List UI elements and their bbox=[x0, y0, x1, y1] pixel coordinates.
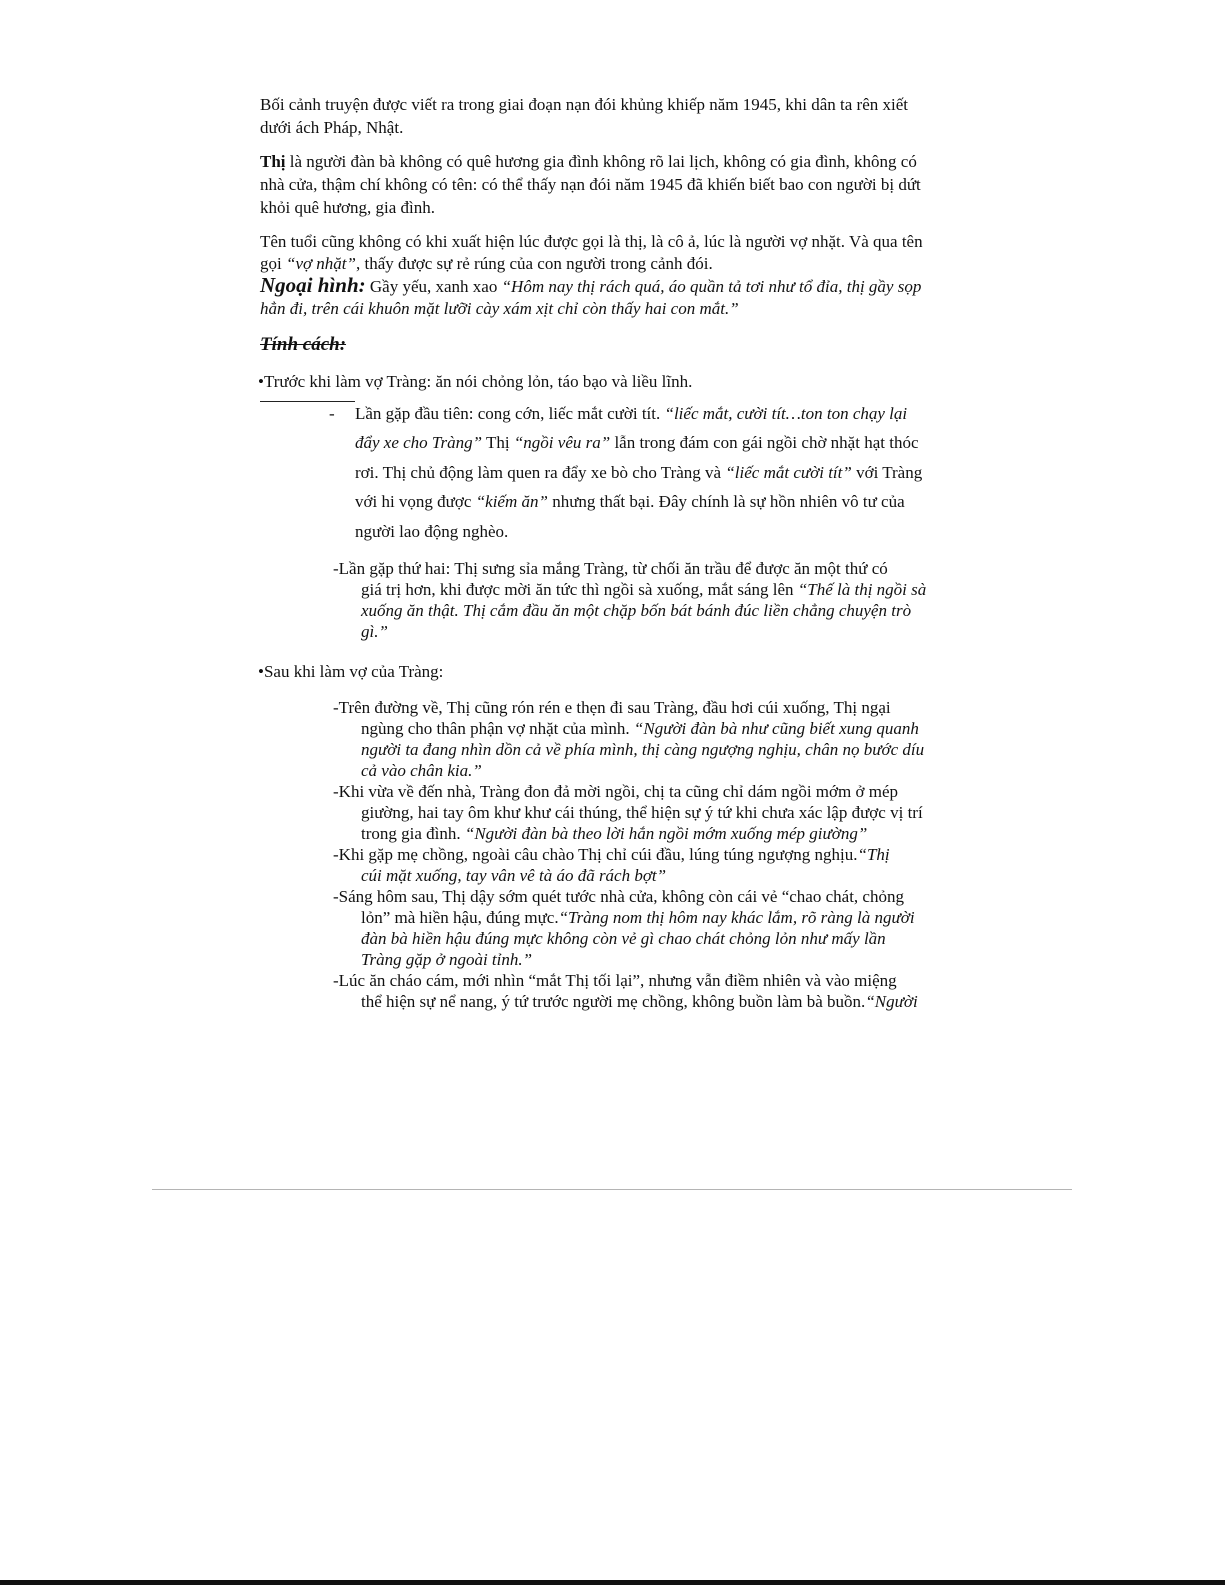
bottom-border bbox=[0, 1580, 1225, 1585]
second-meet-line-2: giá trị hơn, khi được mời ăn tức thì ngồi sà xuống, mắt sáng lên “Thế là thị ngồi sà bbox=[361, 580, 927, 599]
after-item-3-line-2: cúi mặt xuống, tay vân vê tà áo đã rách bợt” bbox=[361, 866, 667, 885]
first-meet-line-4: với hi vọng được “kiếm ăn” nhưng thất bại. Đây chính là sự hồn nhiên vô tư của bbox=[355, 492, 905, 511]
after-item-1-line-2: ngùng cho thân phận vợ nhặt của mình. “Người đàn bà như cũng biết xung quanh bbox=[361, 719, 919, 738]
after-item-1-line-1: -Trên đường về, Thị cũng rón rén e thẹn đi sau Tràng, đầu hơi cúi xuống, Thị ngại bbox=[333, 698, 891, 717]
thi-paragraph-line-1: Thị là người đàn bà không có quê hương gia đình không rõ lai lịch, không có gia đình, không có bbox=[260, 152, 917, 171]
after-item-4-line-3: đàn bà hiền hậu đúng mực không còn vẻ gì chao chát chỏng lỏn như mấy lần bbox=[361, 929, 886, 948]
thi-paragraph-line-3: khỏi quê hương, gia đình. bbox=[260, 198, 435, 217]
after-item-4-line-4: Tràng gặp ở ngoài tỉnh.” bbox=[361, 950, 533, 969]
context-paragraph-line-2: dưới ách Pháp, Nhật. bbox=[260, 118, 404, 137]
second-meet-line-3: xuống ăn thật. Thị cắm đầu ăn một chặp bốn bát bánh đúc liền chẳng chuyện trò bbox=[361, 601, 912, 620]
after-item-5-line-1: -Lúc ăn cháo cám, mới nhìn “mắt Thị tối lại”, nhưng vẫn điềm nhiên và vào miệng bbox=[333, 971, 897, 990]
after-item-2-line-1: -Khi vừa về đến nhà, Tràng đon đả mời ngồi, chị ta cũng chỉ dám ngồi mớm ở mép bbox=[333, 782, 898, 801]
context-paragraph-line-1: Bối cảnh truyện được viết ra trong giai đoạn nạn đói khủng khiếp năm 1945, khi dân ta rên xiết bbox=[260, 95, 908, 114]
after-item-4-line-1: -Sáng hôm sau, Thị dậy sớm quét tước nhà cửa, không còn cái vẻ “chao chát, chỏng bbox=[333, 887, 904, 906]
name-paragraph-line-2: gọi “vợ nhặt”, thấy được sự rẻ rúng của con người trong cảnh đói. bbox=[260, 254, 713, 273]
first-meet-line-2: đẩy xe cho Tràng” Thị “ngồi vêu ra” lẫn trong đám con gái ngồi chờ nhặt hạt thóc bbox=[355, 433, 919, 452]
after-item-1-line-3: người ta đang nhìn dồn cả về phía mình, thị càng ngượng nghịu, chân nọ bước díu bbox=[361, 740, 925, 759]
underline-mark bbox=[260, 401, 355, 402]
appearance-heading: Ngoại hình: bbox=[260, 273, 366, 297]
thi-paragraph-line-2: nhà cửa, thậm chí không có tên: có thể thấy nạn đói năm 1945 đã khiến biết bao con người bị dứt bbox=[260, 175, 921, 194]
before-marriage-bullet: •Trước khi làm vợ Tràng: ăn nói chỏng lỏn, táo bạo và liều lĩnh. bbox=[258, 372, 693, 391]
second-meet-line-4: gì.” bbox=[361, 622, 388, 641]
personality-heading: Tính cách: bbox=[260, 334, 347, 355]
page-separator bbox=[152, 1189, 1072, 1190]
after-item-2-line-3: trong gia đình. “Người đàn bà theo lời hắn ngồi mớm xuống mép giường” bbox=[361, 824, 868, 843]
after-item-5-line-2: thể hiện sự nể nang, ý tứ trước người mẹ chồng, không buồn làm bà buồn.“Người bbox=[361, 992, 918, 1011]
after-marriage-bullet: •Sau khi làm vợ của Tràng: bbox=[258, 662, 444, 681]
first-meet-line-3: rơi. Thị chủ động làm quen ra đẩy xe bò cho Tràng và “liếc mắt cười tít” với Tràng bbox=[355, 463, 923, 482]
after-item-4-line-2: lỏn” mà hiền hậu, đúng mực.“Tràng nom thị hôm nay khác lắm, rõ ràng là người bbox=[361, 908, 915, 927]
appearance-line-1: Ngoại hình: Gầy yếu, xanh xao “Hôm nay thị rách quá, áo quần tả tơi như tổ đỉa, thị gầy sọp bbox=[260, 273, 922, 297]
first-meet-line-5: người lao động nghèo. bbox=[355, 522, 509, 541]
second-meet-line-1: -Lần gặp thứ hai: Thị sưng sỉa mắng Tràng, từ chối ăn trầu để được ăn một thứ có bbox=[333, 559, 888, 578]
after-item-1-line-4: cả vào chân kia.” bbox=[361, 761, 482, 780]
after-item-2-line-2: giường, hai tay ôm khư khư cái thúng, thể hiện sự ý tứ khi chưa xác lập được vị trí bbox=[361, 803, 923, 822]
first-meet-dash: - bbox=[329, 404, 335, 423]
first-meet-line-1: Lần gặp đầu tiên: cong cớn, liếc mắt cười tít. “liếc mắt, cười tít…ton ton chạy lại bbox=[355, 404, 908, 423]
thi-bold-name: Thị bbox=[260, 152, 286, 171]
appearance-line-2: hẳn đi, trên cái khuôn mặt lưỡi cày xám xịt chỉ còn thấy hai con mắt.” bbox=[260, 299, 739, 318]
after-item-3-line-1: -Khi gặp mẹ chồng, ngoài câu chào Thị chỉ cúi đầu, lúng túng ngượng nghịu.“Thị bbox=[333, 845, 890, 864]
name-paragraph-line-1: Tên tuổi cũng không có khi xuất hiện lúc được gọi là thị, là cô ả, lúc là người vợ nhặt. Và qua tên bbox=[260, 232, 923, 251]
